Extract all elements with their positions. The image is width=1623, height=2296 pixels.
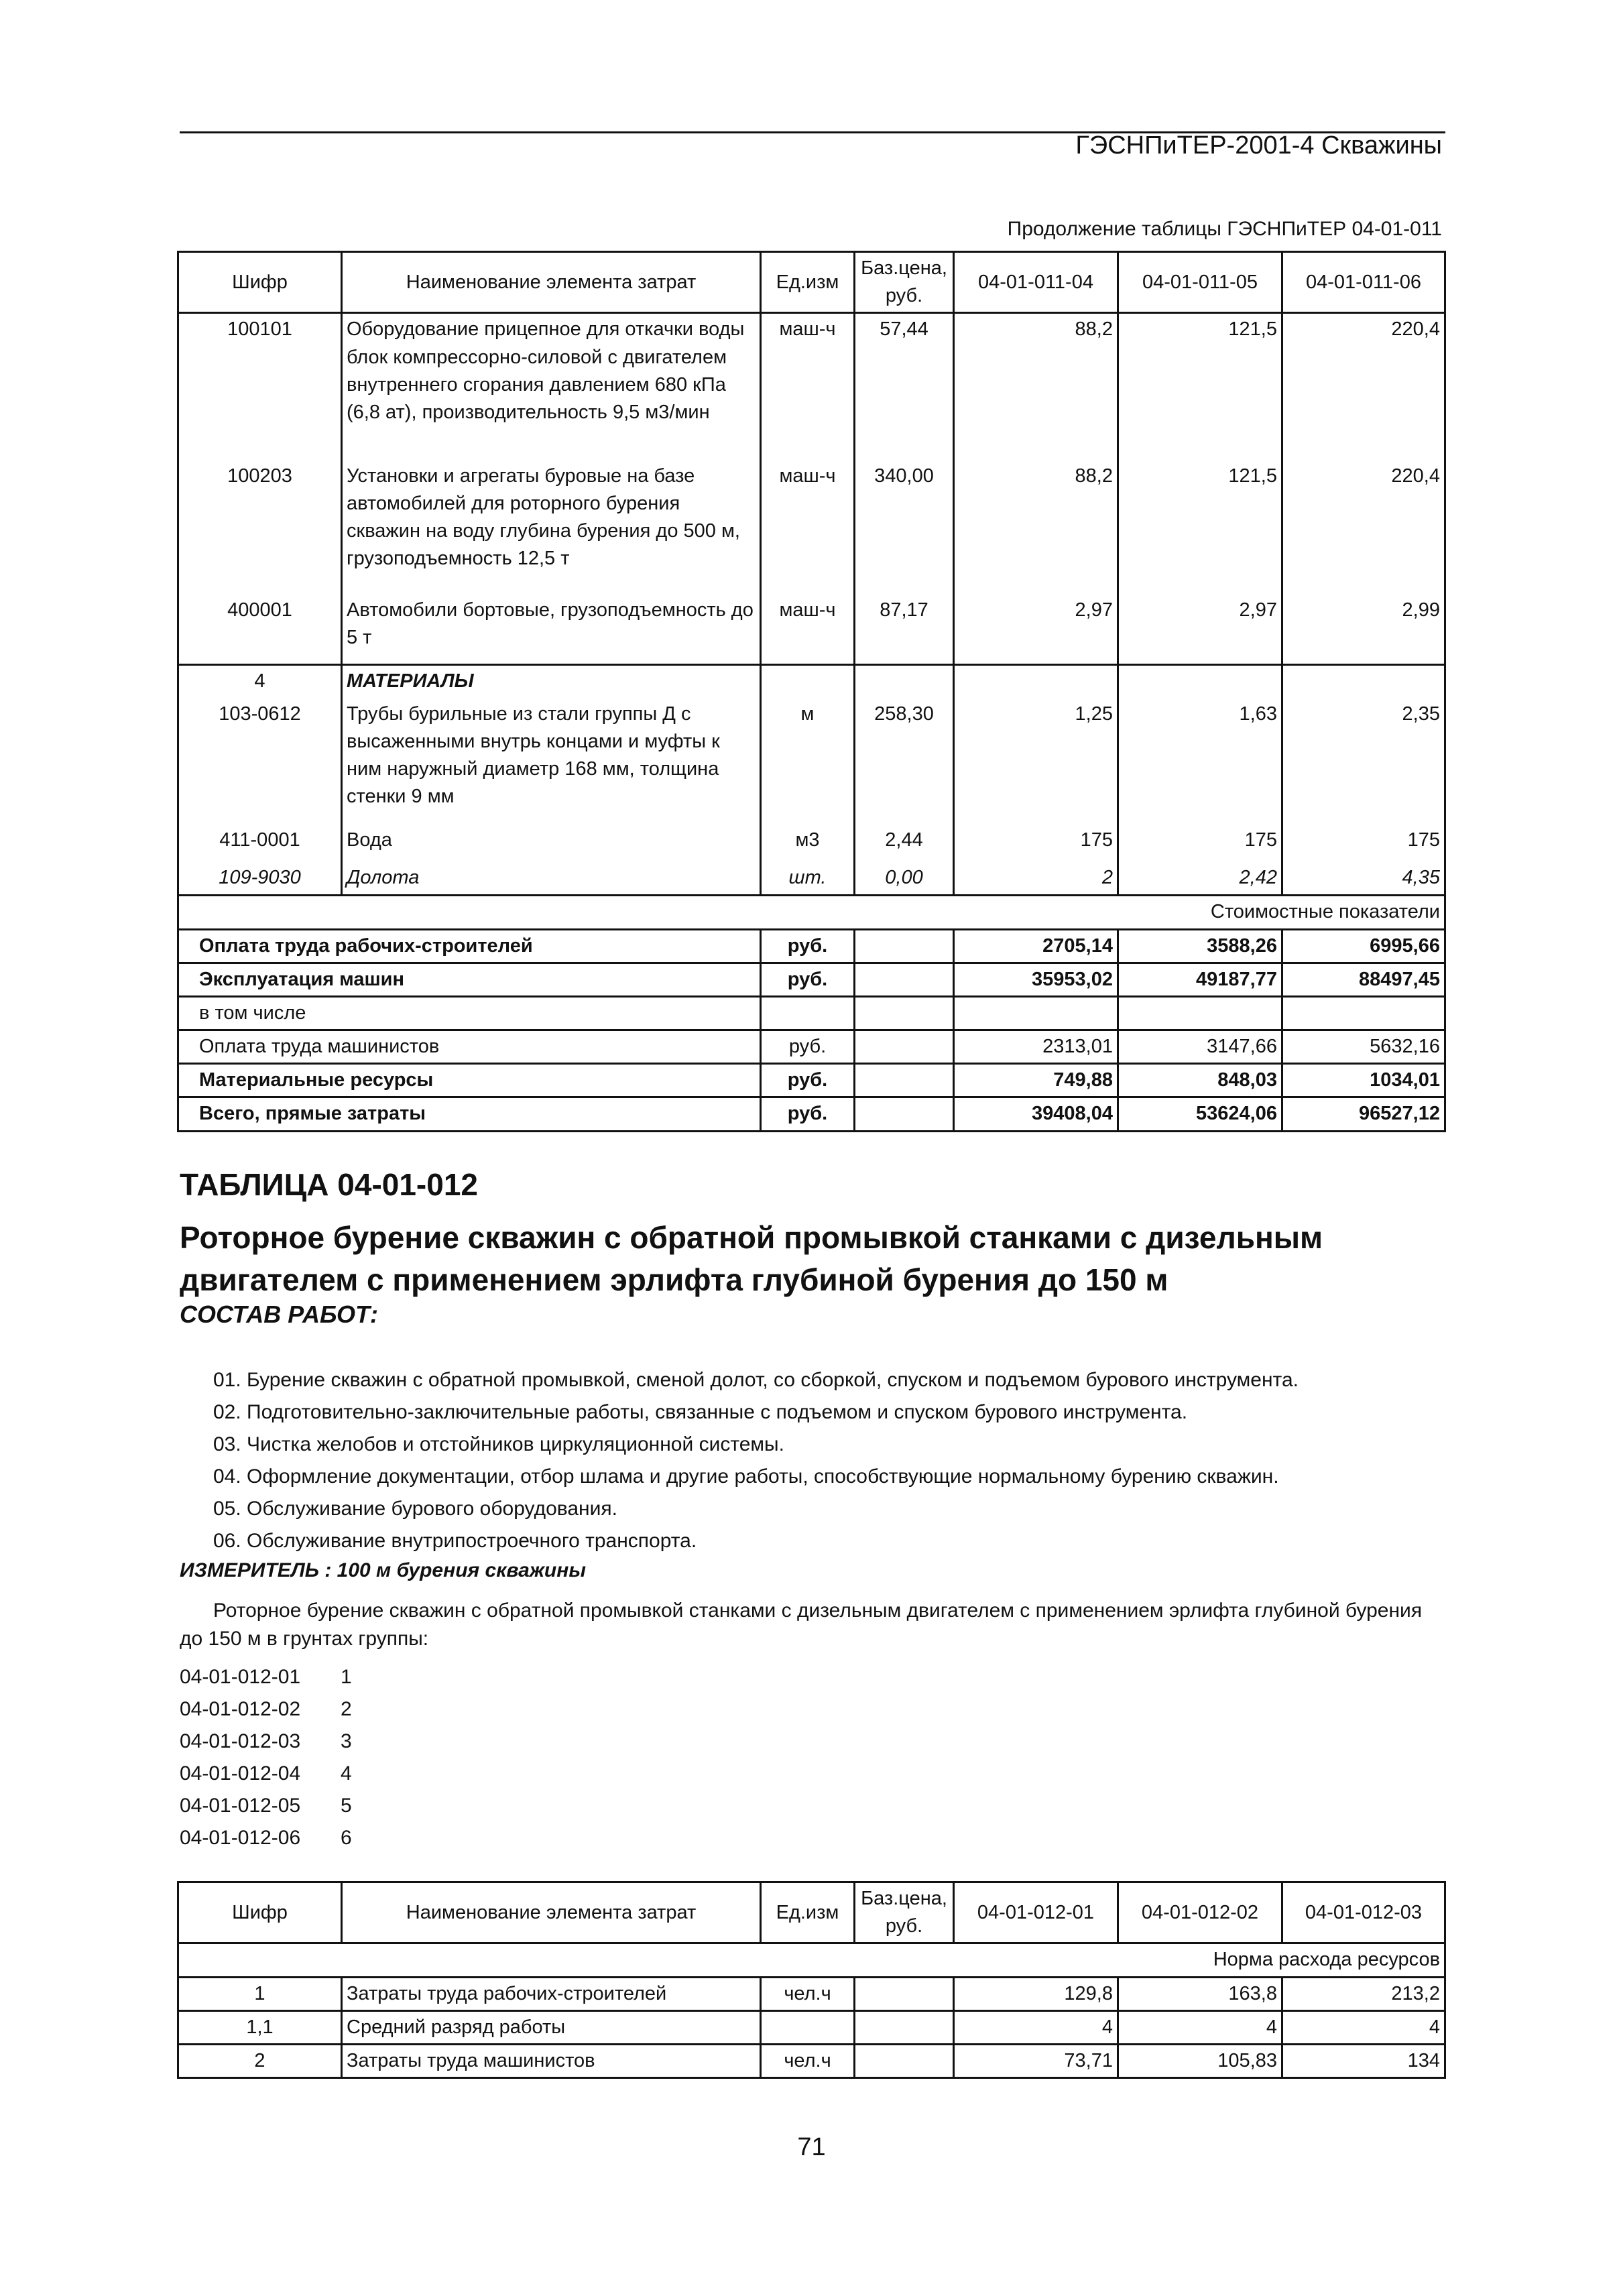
meter-line: ИЗМЕРИТЕЛЬ : 100 м бурения скважины — [180, 1559, 586, 1581]
code: 04-01-012-04 — [180, 1762, 301, 1785]
cell-price: 57,44 — [855, 313, 954, 461]
summary-row — [178, 996, 1445, 1030]
list-item — [180, 1822, 352, 1854]
cell-price: 87,17 — [855, 595, 954, 665]
group: 2 — [341, 1698, 352, 1720]
summary-value: 5632,16 — [1282, 1030, 1445, 1064]
summary-price — [855, 929, 954, 963]
summary-value — [954, 996, 1118, 1030]
table-row — [178, 595, 1445, 665]
table-row — [178, 2010, 1445, 2044]
code: 04-01-012-02 — [180, 1698, 301, 1720]
summary-value: 39408,04 — [954, 1097, 1118, 1131]
summary-value: 1034,01 — [1282, 1064, 1445, 1097]
cell-price: 0,00 — [855, 862, 954, 896]
code: 04-01-012-06 — [180, 1827, 301, 1849]
col-header: Наименование элемента затрат — [342, 252, 761, 313]
section-label: Норма расхода ресурсов — [178, 1943, 1445, 1977]
list-item — [180, 1726, 352, 1758]
col-header: Наименование элемента затрат — [342, 1882, 761, 1943]
cell-name: Трубы бурильные из стали группы Д с высаженными внутрь концами и муфты к ним наружный диаметр 168 мм, толщина стенки 9 мм — [342, 699, 761, 825]
cell-value: 175 — [1118, 825, 1282, 862]
cell-code: 100203 — [178, 461, 342, 595]
summary-price — [855, 996, 954, 1030]
summary-value: 96527,12 — [1282, 1097, 1445, 1131]
summary-value: 749,88 — [954, 1064, 1118, 1097]
cell-name: Средний разряд работы — [342, 2010, 761, 2044]
cell-name: Долота — [342, 862, 761, 896]
cell-code: 1,1 — [178, 2010, 342, 2044]
cell-name: Оборудование прицепное для откачки воды блок компрессорно-силовой с двигателем внутреннего сгорания давлением 680 кПа (6,8 ат), производительность 9,5 м3/мин — [342, 313, 761, 461]
cell-value: 4,35 — [1282, 862, 1445, 896]
section-label-row — [178, 896, 1445, 929]
summary-row — [178, 1097, 1445, 1131]
cell-value: 2,99 — [1282, 595, 1445, 665]
cell-value: 121,5 — [1118, 461, 1282, 595]
summary-row — [178, 963, 1445, 996]
summary-unit: руб. — [761, 963, 855, 996]
cell-code: 1 — [178, 1977, 342, 2010]
cell-value: 134 — [1282, 2044, 1445, 2077]
col-header: Баз.цена, руб. — [855, 252, 954, 313]
cell-code: 4 — [178, 665, 342, 699]
cell-unit: м3 — [761, 825, 855, 862]
cell-price: 258,30 — [855, 699, 954, 825]
cell-unit: маш-ч — [761, 313, 855, 461]
group: 3 — [341, 1730, 352, 1752]
cell-code: 411-0001 — [178, 825, 342, 862]
summary-name: Всего, прямые затраты — [178, 1097, 761, 1131]
section-label: Стоимостные показатели — [178, 896, 1445, 929]
cell-value: 2,35 — [1282, 699, 1445, 825]
table-row — [178, 825, 1445, 862]
cell-unit: чел.ч — [761, 2044, 855, 2077]
cell-value: 4 — [954, 2010, 1118, 2044]
summary-value: 2705,14 — [954, 929, 1118, 963]
table-subtitle: Роторное бурение скважин с обратной промывкой станками с дизельным двигателем с применением эрлифта глубиной бурения до 150 м — [180, 1220, 1323, 1297]
summary-name: Эксплуатация машин — [178, 963, 761, 996]
page-number: 71 — [797, 2133, 826, 2161]
cell-name: МАТЕРИАЛЫ — [342, 665, 761, 699]
col-header: 04-01-011-04 — [954, 252, 1118, 313]
cell-value: 220,4 — [1282, 461, 1445, 595]
list-item — [180, 1758, 352, 1790]
cell-value: 2,97 — [1118, 595, 1282, 665]
table-row — [178, 2044, 1445, 2077]
cell-value: 105,83 — [1118, 2044, 1282, 2077]
col-header: 04-01-011-05 — [1118, 252, 1282, 313]
col-header: 04-01-012-03 — [1282, 1882, 1445, 1943]
summary-name: Оплата труда рабочих-строителей — [178, 929, 761, 963]
cell-price: 2,44 — [855, 825, 954, 862]
summary-value: 88497,45 — [1282, 963, 1445, 996]
cell-unit: чел.ч — [761, 1977, 855, 2010]
summary-value: 848,03 — [1118, 1064, 1282, 1097]
cell-value: 2 — [954, 862, 1118, 896]
cell-name: Затраты труда машинистов — [342, 2044, 761, 2077]
cell-unit: маш-ч — [761, 461, 855, 595]
cell-value: 1,25 — [954, 699, 1118, 825]
cell-code: 400001 — [178, 595, 342, 665]
col-header: Шифр — [178, 252, 342, 313]
cell-name: Установки и агрегаты буровые на базе автомобилей для роторного бурения скважин на воду глубина бурения до 500 м, грузоподъемность 12,5 т — [342, 461, 761, 595]
cell-value — [1118, 665, 1282, 699]
group: 5 — [341, 1795, 352, 1817]
list-item — [180, 1693, 352, 1726]
cell-name: Автомобили бортовые, грузоподъемность до 5 т — [342, 595, 761, 665]
code: 04-01-012-05 — [180, 1795, 301, 1817]
summary-name: Материальные ресурсы — [178, 1064, 761, 1097]
list-item: 01. Бурение скважин с обратной промывкой, сменой долот, со сборкой, спуском и подъемом бурового инструмента. — [213, 1369, 1299, 1391]
resources-table-04-01-012 — [177, 1881, 1446, 2079]
summary-value: 35953,02 — [954, 963, 1118, 996]
cell-value: 175 — [954, 825, 1118, 862]
summary-value: 2313,01 — [954, 1030, 1118, 1064]
col-header: Шифр — [178, 1882, 342, 1943]
summary-value: 53624,06 — [1118, 1097, 1282, 1131]
summary-value: 49187,77 — [1118, 963, 1282, 996]
cell-unit — [761, 665, 855, 699]
list-item: 06. Обслуживание внутрипостроечного транспорта. — [213, 1530, 697, 1552]
cell-value: 129,8 — [954, 1977, 1118, 2010]
cell-value: 2,42 — [1118, 862, 1282, 896]
cell-value: 213,2 — [1282, 1977, 1445, 2010]
cell-unit: шт. — [761, 862, 855, 896]
section-label-row — [178, 1943, 1445, 1977]
summary-value — [1118, 996, 1282, 1030]
group: 1 — [341, 1666, 352, 1688]
col-header: Баз.цена, руб. — [855, 1882, 954, 1943]
code: 04-01-012-03 — [180, 1730, 301, 1752]
summary-unit: руб. — [761, 929, 855, 963]
table-row — [178, 1977, 1445, 2010]
summary-value — [1282, 996, 1445, 1030]
table-header-row — [178, 252, 1445, 313]
header-rule — [180, 131, 1445, 133]
summary-row — [178, 1064, 1445, 1097]
table-row — [178, 699, 1445, 825]
cell-value: 88,2 — [954, 313, 1118, 461]
cell-value: 175 — [1282, 825, 1445, 862]
list-item: 02. Подготовительно-заключительные работы, связанные с подъемом и спуском бурового инструмента. — [213, 1401, 1188, 1423]
cell-code: 2 — [178, 2044, 342, 2077]
cell-unit: маш-ч — [761, 595, 855, 665]
table-row — [178, 461, 1445, 595]
running-header: ГЭСНПиТЕР-2001-4 Скважины — [1075, 131, 1442, 160]
cell-value: 121,5 — [1118, 313, 1282, 461]
group: 4 — [341, 1762, 352, 1785]
cell-value — [1282, 665, 1445, 699]
col-header: 04-01-012-01 — [954, 1882, 1118, 1943]
list-item — [180, 1661, 352, 1693]
cell-value: 73,71 — [954, 2044, 1118, 2077]
summary-name: в том числе — [178, 996, 761, 1030]
summary-row — [178, 929, 1445, 963]
cell-name: Вода — [342, 825, 761, 862]
col-header: Ед.изм — [761, 1882, 855, 1943]
summary-price — [855, 1064, 954, 1097]
cell-code: 100101 — [178, 313, 342, 461]
col-header: 04-01-012-02 — [1118, 1882, 1282, 1943]
cell-unit: м — [761, 699, 855, 825]
table-row — [178, 862, 1445, 896]
cell-code: 109-9030 — [178, 862, 342, 896]
cell-price: 340,00 — [855, 461, 954, 595]
cell-value: 88,2 — [954, 461, 1118, 595]
summary-price — [855, 1030, 954, 1064]
list-item: 03. Чистка желобов и отстойников циркуляционной системы. — [213, 1433, 784, 1455]
cell-value: 4 — [1282, 2010, 1445, 2044]
cell-value: 1,63 — [1118, 699, 1282, 825]
group: 6 — [341, 1827, 352, 1849]
col-header: 04-01-011-06 — [1282, 252, 1445, 313]
code: 04-01-012-01 — [180, 1666, 301, 1688]
cell-price — [855, 2044, 954, 2077]
cell-value — [954, 665, 1118, 699]
cell-unit — [761, 2010, 855, 2044]
cell-name: Затраты труда рабочих-строителей — [342, 1977, 761, 2010]
list-item — [180, 1790, 352, 1822]
table-header-row — [178, 1882, 1445, 1943]
cell-value: 4 — [1118, 2010, 1282, 2044]
composition-heading: СОСТАВ РАБОТ: — [180, 1301, 378, 1328]
list-item: 05. Обслуживание бурового оборудования. — [213, 1498, 617, 1520]
cell-value: 2,97 — [954, 595, 1118, 665]
cell-value: 163,8 — [1118, 1977, 1282, 2010]
continuation-note: Продолжение таблицы ГЭСНПиТЕР 04-01-011 — [1007, 218, 1442, 240]
resources-table-04-01-011 — [177, 251, 1446, 1132]
summary-value: 3588,26 — [1118, 929, 1282, 963]
works-list — [213, 1364, 1299, 1557]
summary-unit: руб. — [761, 1097, 855, 1131]
summary-unit — [761, 996, 855, 1030]
summary-price — [855, 963, 954, 996]
cell-price — [855, 1977, 954, 2010]
description-paragraph: Роторное бурение скважин с обратной промывкой станками с дизельным двигателем с применением эрлифта глубиной бурения до 150 м в грунтах группы: — [180, 1599, 1423, 1650]
summary-value: 6995,66 — [1282, 929, 1445, 963]
code-list — [180, 1661, 352, 1854]
cell-value: 220,4 — [1282, 313, 1445, 461]
cell-code: 103-0612 — [178, 699, 342, 825]
summary-row — [178, 1030, 1445, 1064]
cell-price — [855, 665, 954, 699]
col-header: Ед.изм — [761, 252, 855, 313]
table-title: ТАБЛИЦА 04-01-012 — [180, 1167, 478, 1202]
summary-unit: руб. — [761, 1030, 855, 1064]
cell-price — [855, 2010, 954, 2044]
list-item: 04. Оформление документации, отбор шлама и другие работы, способствующие нормальному бурению скважин. — [213, 1465, 1279, 1488]
summary-unit: руб. — [761, 1064, 855, 1097]
summary-name: Оплата труда машинистов — [178, 1030, 761, 1064]
table-row — [178, 665, 1445, 699]
table-row — [178, 313, 1445, 461]
summary-value: 3147,66 — [1118, 1030, 1282, 1064]
summary-price — [855, 1097, 954, 1131]
